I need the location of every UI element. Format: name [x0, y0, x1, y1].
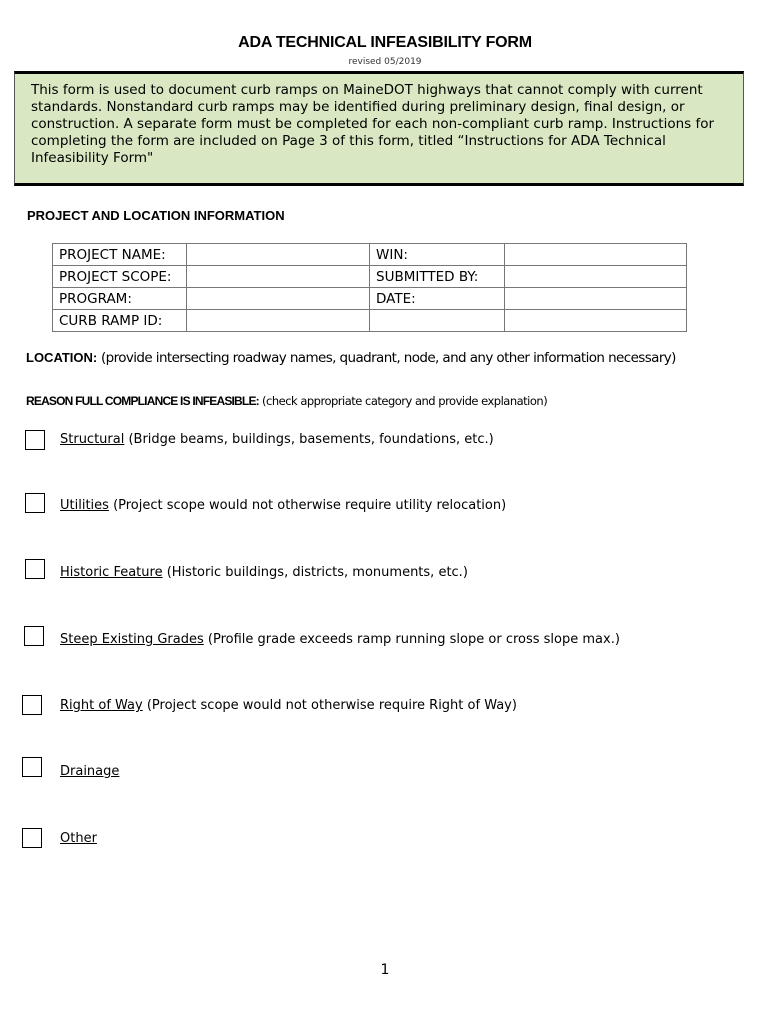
category-name: Steep Existing Grades	[60, 632, 204, 647]
category-name: Historic Feature	[60, 565, 163, 580]
category-description: (Project scope would not otherwise require Right of Way)	[142, 698, 517, 713]
project-name-label: PROJECT NAME:	[53, 244, 187, 266]
category-description: (Project scope would not otherwise require utility relocation)	[108, 498, 507, 513]
category-description: (Historic buildings, districts, monuments, etc.)	[162, 565, 468, 580]
other-checkbox[interactable]	[22, 828, 42, 848]
program-label: PROGRAM:	[53, 288, 187, 310]
table-row	[53, 244, 687, 266]
right-of-way-checkbox[interactable]	[22, 695, 42, 715]
page-number: 1	[380, 962, 390, 978]
table-row	[53, 288, 687, 310]
category-right-of-way	[0, 695, 770, 719]
category-name: Structural	[60, 432, 125, 447]
submitted-by-field[interactable]	[505, 266, 687, 288]
category-utilities	[0, 495, 770, 519]
category-label	[60, 498, 506, 513]
location-line	[26, 347, 676, 366]
category-description: (Profile grade exceeds ramp running slope or cross slope max.)	[203, 632, 620, 647]
category-label	[60, 432, 494, 447]
project-scope-label: PROJECT SCOPE:	[53, 266, 187, 288]
structural-checkbox[interactable]	[25, 430, 45, 450]
reason-line	[26, 390, 547, 409]
category-name: Right of Way	[60, 698, 143, 713]
category-label	[60, 632, 620, 647]
curb-ramp-id-field[interactable]	[187, 310, 370, 332]
category-structural	[0, 429, 770, 453]
table-row	[53, 266, 687, 288]
category-description: (Bridge beams, buildings, basements, foundations, etc.)	[124, 432, 494, 447]
category-name: Utilities	[60, 498, 109, 513]
intro-box	[14, 71, 744, 186]
program-field[interactable]	[187, 288, 370, 310]
category-label	[60, 698, 517, 713]
submitted-by-label: SUBMITTED BY:	[370, 266, 505, 288]
revision-date: revised 05/2019	[348, 57, 422, 67]
category-other	[0, 828, 770, 852]
reason-instructions: (check appropriate category and provide explanation)	[258, 394, 548, 408]
drainage-checkbox[interactable]	[22, 757, 42, 777]
category-steep-existing-grades	[0, 629, 770, 653]
location-label: LOCATION:	[26, 350, 98, 365]
win-label: WIN:	[370, 244, 505, 266]
category-label	[60, 565, 468, 580]
date-label: DATE:	[370, 288, 505, 310]
category-drainage	[0, 761, 770, 785]
utilities-checkbox[interactable]	[25, 493, 45, 513]
steep-existing-grades-checkbox[interactable]	[24, 626, 44, 646]
category-label	[60, 764, 119, 779]
curb-ramp-id-label: CURB RAMP ID:	[53, 310, 187, 332]
project-section-heading: PROJECT AND LOCATION INFORMATION	[27, 208, 285, 223]
historic-feature-checkbox[interactable]	[25, 559, 45, 579]
form-title: ADA TECHNICAL INFEASIBILITY FORM	[238, 34, 532, 51]
empty-cell	[370, 310, 505, 332]
category-historic-feature	[0, 562, 770, 586]
win-field[interactable]	[505, 244, 687, 266]
project-scope-field[interactable]	[187, 266, 370, 288]
date-field[interactable]	[505, 288, 687, 310]
reason-label: REASON FULL COMPLIANCE IS INFEASIBLE:	[26, 394, 259, 408]
category-name: Other	[60, 831, 97, 846]
intro-text: This form is used to document curb ramps on MaineDOT highways that cannot comply with current standards. Nonstandard curb ramps may be identified during preliminary design, final design, or construction. A separate form must be completed for each non-compliant curb ramp. Instructions for completing the form are included on Page 3 of this form, titled “Instructions for ADA Technical Infeasibility Form"	[31, 82, 715, 166]
project-name-field[interactable]	[187, 244, 370, 266]
category-name: Drainage	[60, 764, 120, 779]
project-info-table	[52, 243, 687, 332]
category-label	[60, 831, 97, 846]
table-row	[53, 310, 687, 332]
empty-cell	[505, 310, 687, 332]
location-instructions: (provide intersecting roadway names, quadrant, node, and any other information necessary)	[97, 350, 676, 366]
